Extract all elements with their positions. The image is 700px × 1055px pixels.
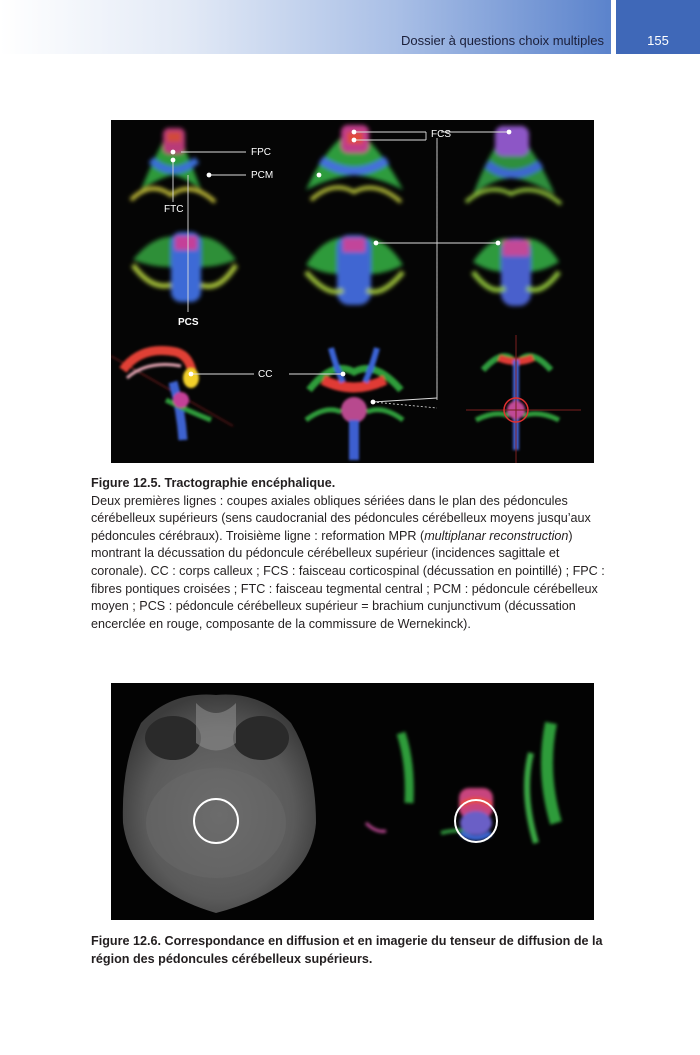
figure-12-6-caption [91,933,611,968]
caption1-title: . Tractographie encéphalique. [157,476,336,490]
label-cc: CC [258,369,273,380]
label-fpc: FPC [251,147,271,158]
running-header-title: Dossier à questions choix multiples [400,33,604,48]
label-ftc: FTC [164,204,184,215]
figure-tractography [111,120,594,463]
label-fcs: FCS [431,129,451,140]
figure-12-5-caption [91,475,611,633]
caption1-text-a: Deux premières lignes : coupes axiales obliques sériées dans le plan des pédoncules cérébelleux supérieurs (sens caudocranial des pédoncules cérébelleux moyens jusqu’aux pédoncules cérébraux). Troisième ligne : reformation MPR ( [91,493,591,543]
figure-diffusion [111,683,594,920]
caption2-title: . Correspondance en diffusion et en imagerie du tenseur de diffusion de la région des pédoncules cérébelleux supérieurs. [91,934,603,966]
tractography-image [111,120,594,463]
page-number: 155 [647,33,669,48]
caption2-label: Figure 12.6 [91,934,158,948]
caption1-label: Figure 12.5 [91,476,158,490]
label-pcm: PCM [251,170,274,181]
caption1-text-italic: multiplanar reconstruction [424,528,569,543]
label-pcs: PCS [178,317,199,328]
diffusion-image [111,683,594,920]
caption1-text-b: ) montrant la décussation du pédoncule cérébelleux supérieur (incidences sagittale et coronale). CC : corps calleux ; FCS : faisceau corticospinal (décussation en pointillé) ; FPC : fibres pontiques croisées ; FTC : faisceau tegmental central ; PCM : pédoncule cérébelleux moyen ; PCS : pédoncule cérébelleux supérieur = brachium cunjunctivum (décussation encerclée en rouge, composante de la commissure de Wernekinck). [91,528,605,631]
